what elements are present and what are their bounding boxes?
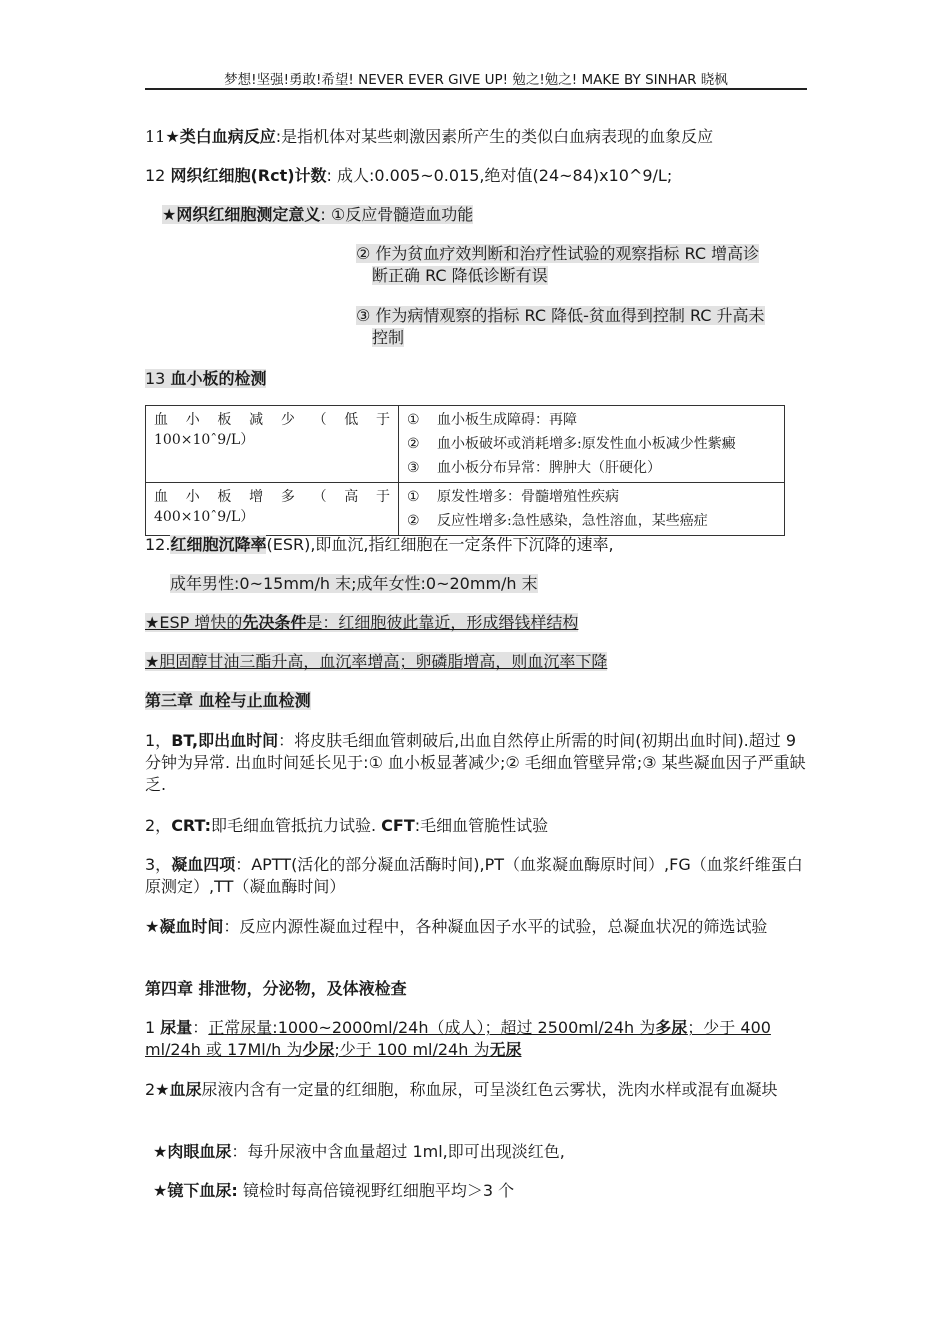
- platelet-table: [145, 405, 785, 536]
- significance-item-2-line2: 断正确 RC 降低诊断有误: [372, 266, 548, 285]
- term: 先决条件: [242, 613, 307, 632]
- item-marker: ②: [407, 513, 420, 529]
- rct-significance: [162, 204, 473, 226]
- prefix: ★: [153, 1142, 168, 1161]
- esp-condition: [145, 612, 578, 634]
- esr-normal-values: [170, 573, 538, 595]
- term: 镜下血尿:: [167, 1181, 238, 1200]
- condition-value: 400×10ˆ9/L）: [154, 509, 255, 525]
- item-number: 12: [145, 166, 171, 185]
- item-number: 1，: [145, 731, 172, 750]
- item-marker: ①: [407, 489, 420, 505]
- normal-range: 成年男性:0~15mm/h 末;成年女性:0~20mm/h 末: [170, 574, 538, 593]
- prefix: ★ESP 增快的: [145, 613, 243, 632]
- section-11: [145, 126, 713, 148]
- term: 红细胞沉降率: [170, 535, 267, 554]
- term: 少尿: [302, 1040, 335, 1059]
- note-text: ★胆固醇甘油三酯升高，血沉率增高；卵磷脂增高，则血沉率下降: [145, 652, 608, 671]
- list-item: [407, 509, 776, 533]
- significance-item-1: ①反应骨髓造血功能: [330, 205, 474, 224]
- item-number: 2，: [145, 816, 172, 835]
- term: 网织红细胞(Rct)计数: [170, 166, 327, 185]
- microscopic-hematuria: [153, 1180, 514, 1202]
- bt-definition: [145, 730, 810, 796]
- definition: 即毛细血管抵抗力试验.: [210, 816, 382, 835]
- crt-cft-definition: [145, 815, 548, 837]
- term: 多尿: [655, 1018, 688, 1037]
- definition: 尿液内含有一定量的红细胞，称血尿，可呈淡红色云雾状，洗肉水样或混有血凝块: [201, 1080, 778, 1099]
- definition: 正常尿量:1000~2000ml/24h（成人）；超过 2500ml/24h 为: [208, 1018, 656, 1037]
- gross-hematuria: [153, 1141, 565, 1163]
- item-marker: ③: [407, 460, 420, 476]
- causes-cell: [399, 483, 785, 536]
- definition: ;少于 100 ml/24h 为: [334, 1040, 490, 1059]
- condition-text: 血 小 板 减 少 （ 低 于: [154, 412, 390, 428]
- chapter-4-heading: [145, 978, 407, 1000]
- item-text: 反应性增多:急性感染，急性溶血，某些癌症: [437, 513, 708, 529]
- definition: ：将皮肤毛细血管刺破后,出血自然停止所需的时间(初期出血时间).超过 9 分钟为异常. 出血时间延长见于:① 血小板显著减少;② 毛细血管壁异常;③ 某些凝血因子严重缺乏.: [145, 731, 806, 794]
- list-item: [407, 456, 776, 480]
- term: 凝血时间: [159, 917, 224, 936]
- item-marker: ②: [407, 436, 420, 452]
- term: 无尿: [489, 1040, 522, 1059]
- term: 类白血病反应: [179, 127, 276, 146]
- significance-item-3: [356, 305, 765, 349]
- definition: 镜检时每高倍镜视野红细胞平均＞3 个: [237, 1181, 515, 1200]
- significance-item-3-line1: ③ 作为病情观察的指标 RC 降低-贫血得到控制 RC 升高未: [356, 306, 765, 325]
- section-title: 血小板的检测: [170, 369, 267, 388]
- clotting-time: [145, 916, 810, 938]
- condition-cell: [146, 483, 399, 536]
- list-item: [407, 408, 776, 432]
- section-13-heading: [145, 368, 266, 390]
- list-item: [407, 432, 776, 456]
- item-number: 12.: [145, 535, 171, 554]
- term: 肉眼血尿: [167, 1142, 232, 1161]
- prefix: ★: [153, 1181, 168, 1200]
- significance-item-2: [356, 243, 759, 287]
- item-text: 血小板破坏或消耗增多:原发性血小板减少性紫癜: [437, 436, 736, 452]
- condition-value: 100×10ˆ9/L）: [154, 432, 255, 448]
- term: CFT: [381, 816, 415, 835]
- list-item: [407, 485, 776, 509]
- chapter-title: 第三章 血栓与止血检测: [145, 691, 311, 710]
- definition: 是：红细胞彼此靠近，形成缗钱样结构: [306, 613, 579, 632]
- definition: :是指机体对某些刺激因素所产生的类似白血病表现的血象反应: [275, 127, 714, 146]
- item-number: 11★: [145, 127, 180, 146]
- definition: ；少于 400 ml/24h 或 17Ml/h 为: [145, 1018, 771, 1059]
- term: CRT:: [171, 816, 211, 835]
- prefix: ★: [145, 917, 160, 936]
- term: ★网织红细胞测定意义: [162, 205, 321, 224]
- term: 血尿: [169, 1080, 202, 1099]
- condition-text: 血 小 板 增 多 （ 高 于: [154, 489, 390, 505]
- condition-cell: [146, 406, 399, 483]
- colon: ：: [192, 1018, 209, 1037]
- term: 凝血四项: [171, 855, 236, 874]
- table-row: [146, 483, 785, 536]
- item-text: 原发性增多：骨髓增殖性疾病: [437, 489, 619, 505]
- significance-item-2-line1: ② 作为贫血疗效判断和治疗性试验的观察指标 RC 增高诊: [356, 244, 760, 263]
- item-number: 3，: [145, 855, 172, 874]
- esr-definition: [145, 534, 614, 556]
- definition: :毛细血管脆性试验: [414, 816, 549, 835]
- urine-volume: [145, 1017, 810, 1061]
- term: 尿量: [160, 1018, 193, 1037]
- cholesterol-note: [145, 651, 607, 673]
- chapter-title: 第四章 排泄物，分泌物，及体液检查: [145, 979, 407, 998]
- hematuria-definition: [145, 1079, 810, 1101]
- item-text: 血小板生成障碍：再障: [437, 412, 577, 428]
- significance-item-3-line2: 控制: [372, 328, 405, 347]
- definition: ：反应内源性凝血过程中，各种凝血因子水平的试验，总凝血状况的筛选试验: [223, 917, 768, 936]
- term: BT,即出血时间: [171, 731, 279, 750]
- section-12-rct: [145, 165, 672, 187]
- chapter-3-heading: [145, 690, 311, 712]
- item-number: 1: [145, 1018, 161, 1037]
- causes-cell: [399, 406, 785, 483]
- coagulation-four-items: [145, 854, 810, 898]
- page-header: 梦想!坚强!勇敢!希望! NEVER EVER GIVE UP! 勉之!勉之! MAKE BY SINHAR 晓枫: [145, 68, 807, 90]
- colon: :: [320, 205, 331, 224]
- item-text: 血小板分布异常：脾肿大（肝硬化）: [437, 460, 661, 476]
- item-number: 13: [145, 369, 171, 388]
- definition: ：每升尿液中含血量超过 1ml,即可出现淡红色,: [231, 1142, 565, 1161]
- definition: ：APTT(活化的部分凝血活酶时间),PT（血浆凝血酶原时间）,FG（血浆纤维蛋白原测定）,TT（凝血酶时间）: [145, 855, 803, 896]
- item-marker: ①: [407, 412, 420, 428]
- prefix: 2★: [145, 1080, 170, 1099]
- table-row: [146, 406, 785, 483]
- definition: : 成人:0.005~0.015,绝对值(24~84)x10^9/L;: [326, 166, 673, 185]
- definition: (ESR),即血沉,指红细胞在一定条件下沉降的速率,: [266, 535, 614, 554]
